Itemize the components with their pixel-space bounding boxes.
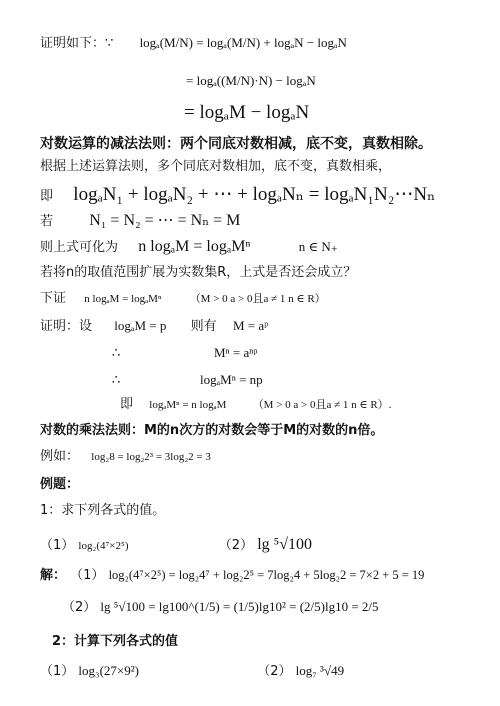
proof2-then-have: 则有 xyxy=(190,319,217,334)
prove-label: 下证 xyxy=(40,291,67,306)
problem1-item1-label: （1） xyxy=(40,538,75,553)
proof-eq2: = logₐ((M/N)·N) − logₐN xyxy=(186,73,316,88)
proof2-step2: logₐMⁿ = np xyxy=(200,372,263,387)
sum-label: 即 xyxy=(40,189,54,204)
therefore2: ∴ xyxy=(112,373,121,388)
problem2-item2-label: （2） xyxy=(257,664,292,679)
if-label: 若 xyxy=(40,214,54,229)
problem1-item2: lg ⁵√100 xyxy=(257,536,313,553)
if-formula: N₁ = N₂ = ⋯ = Nₙ = M xyxy=(89,212,241,229)
problem2-item1-label: （1） xyxy=(40,664,75,679)
proof2-label: 证明：设 xyxy=(40,319,93,334)
then-line xyxy=(40,238,338,257)
proof2-then-formula: M = aᵖ xyxy=(232,318,269,333)
extend-question: 若将n的取值范围扩展为实数集R，上式是否还会成立？ xyxy=(40,265,357,280)
sum-line xyxy=(40,186,435,206)
examples-heading: 例题： xyxy=(40,477,80,492)
proof2-let-formula: logₐM = p xyxy=(114,318,167,333)
then-formula: n logₐM = logₐMⁿ xyxy=(138,238,251,255)
example-intro-formula: log₂8 = log₂2³ = 3log₂2 = 3 xyxy=(91,451,211,463)
derivation-text: 根据上述运算法则，多个同底对数相加，底不变，真数相乘， xyxy=(40,159,392,174)
problem1-title: 1：求下列各式的值。 xyxy=(40,503,166,518)
problem2-items xyxy=(40,662,344,681)
sum-formula: logₐN₁ + logₐN₂ + ⋯ + logₐNₙ = logₐN₁N₂⋯Nₙ xyxy=(73,184,436,205)
problem1-items xyxy=(40,536,312,555)
then-text: 则上式可化为 xyxy=(40,240,119,255)
proof-intro-line xyxy=(40,34,347,53)
problem1-item2-label: （2） xyxy=(218,538,254,553)
problem2-title: 2：计算下列各式的值 xyxy=(52,634,179,649)
proof-eq3: = logₐM − logₐN xyxy=(184,102,310,123)
then-cond: n ∈ N₊ xyxy=(298,239,338,254)
example-intro-line xyxy=(40,448,211,466)
solution-line2 xyxy=(62,598,379,617)
subtraction-rule: 对数运算的减法法则：两个同底对数相减，底不变，真数相除。 xyxy=(40,136,432,152)
problem2-item1: log₃(27×9²) xyxy=(78,663,139,678)
proof2-final: logₐMⁿ = n logₐM xyxy=(149,399,227,411)
problem2-item2: log₇ ³√49 xyxy=(295,663,345,678)
proof2-final-line xyxy=(120,396,391,414)
therefore1: ∴ xyxy=(112,346,121,361)
solution-label: 解： xyxy=(40,568,67,583)
solution-s1-label: （1） xyxy=(70,568,105,583)
problem1-item1: log₂(4⁷×2⁵) xyxy=(78,540,129,552)
proof2-step1: Mⁿ = aⁿᵖ xyxy=(214,345,258,360)
proof2-final-cond: （M > 0 a > 0且a ≠ 1 n ∈ R）. xyxy=(252,399,392,411)
solution-s2: lg ⁵√100 = lg100^(1/5) = (1/5)lg10² = (2/5)lg10 = 2/5 xyxy=(100,599,379,614)
solution-line1 xyxy=(40,566,424,585)
solution-s1: log₂(4⁷×2⁵) = log₂4⁷ + log₂2⁵ = 7log₂4 + 5log₂2 = 7×2 + 5 = 19 xyxy=(108,568,425,582)
prove-cond: （M > 0 a > 0且a ≠ 1 n ∈ R） xyxy=(189,293,326,305)
proof2-ie-label: 即 xyxy=(120,397,134,412)
solution-s2-label: （2） xyxy=(62,600,97,615)
proof2-line xyxy=(40,317,268,336)
multiplication-rule: 对数的乘法法则：M的n次方的对数会等于M的对数的n倍。 xyxy=(40,423,384,438)
prove-line xyxy=(40,290,326,308)
prove-formula: n logₐM = logₐMⁿ xyxy=(84,293,162,305)
if-line xyxy=(40,212,240,231)
proof-intro-label: 证明如下：∵ xyxy=(40,36,114,51)
proof-eq1: logₐ(M/N) = logₐ(M/N) + logₐN − logₐN xyxy=(139,35,347,50)
example-intro-label: 例如： xyxy=(40,449,80,464)
